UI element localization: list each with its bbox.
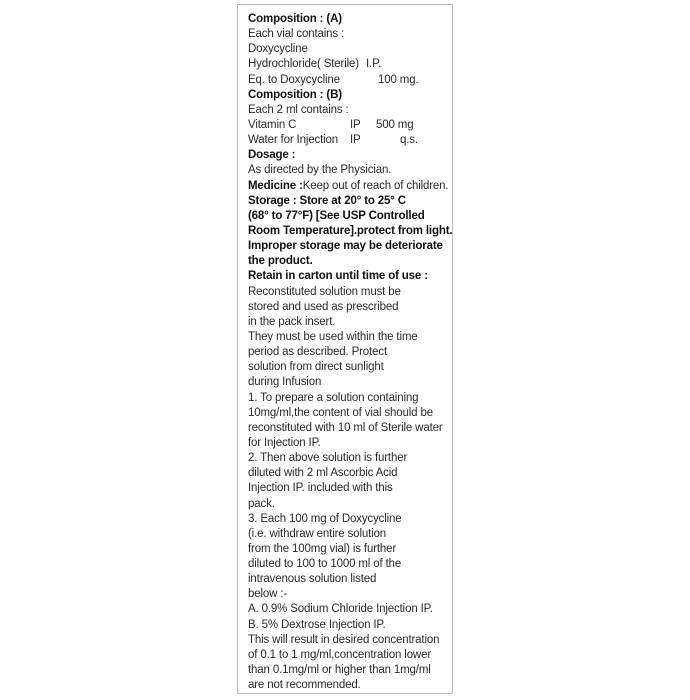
dosage-heading: Dosage :	[248, 149, 296, 162]
vitamin-c-name: Vitamin C	[248, 118, 297, 131]
equivalent-amount: 100 mg.	[378, 73, 419, 86]
retain-line: Reconstituted solution must be	[248, 285, 401, 298]
retain-lines	[248, 285, 453, 692]
retain-line: stored and used as prescribed	[248, 300, 399, 313]
storage-label: Storage	[248, 194, 290, 207]
retain-line: period as described. Protect	[248, 346, 387, 359]
water-row	[248, 133, 453, 148]
storage-text: : Store at 20° to 25° C	[289, 194, 406, 207]
retain-line: intravenous solution listed	[248, 573, 377, 586]
retain-line: below :-	[248, 588, 288, 601]
retain-line: (i.e. withdraw entire solution	[248, 527, 387, 540]
composition-a-line	[248, 73, 453, 88]
composition-b-line: Each 2 ml contains :	[248, 103, 349, 116]
retain-line: 2. Then above solution is further	[248, 452, 408, 465]
retain-line: They must be used within the time	[248, 330, 418, 343]
storage-line: the product.	[248, 255, 313, 268]
retain-line: than 0.1mg/ml or higher than 1mg/ml	[248, 664, 431, 677]
retain-line: This will result in desired concentration	[248, 633, 440, 646]
water-amount: q.s.	[400, 134, 418, 147]
retain-line: diluted with 2 ml Ascorbic Acid	[248, 467, 398, 480]
medicine-text: Keep out of reach of children.	[302, 179, 449, 192]
composition-a-heading: Composition : (A)	[248, 13, 342, 25]
retain-line: solution from direct sunlight	[248, 361, 384, 374]
vitamin-c-amount: 500 mg	[376, 118, 414, 131]
retain-line: of 0.1 to 1 mg/ml,concentration lower	[248, 648, 432, 661]
retain-line: 1. To prepare a solution containing	[248, 391, 419, 404]
retain-line: B. 5% Dextrose Injection IP.	[248, 618, 386, 631]
label-text	[248, 12, 453, 692]
water-name: Water for Injection	[248, 134, 339, 147]
hydrochloride-label: Hydrochloride( Sterile)	[248, 58, 359, 71]
storage-line: Improper storage may be deteriorate	[248, 240, 443, 253]
storage-line: Room Temperature].protect from light.	[248, 224, 453, 237]
retain-line: A. 0.9% Sodium Chloride Injection IP.	[248, 603, 433, 616]
retain-line: 3. Each 100 mg of Doxycycline	[248, 512, 402, 525]
retain-line: pack.	[248, 497, 275, 510]
retain-line: are not recommended.	[248, 679, 361, 692]
storage-row	[248, 194, 453, 209]
vitamin-c-ip: IP	[350, 118, 361, 131]
hydrochloride-ip: I.P.	[366, 58, 382, 71]
water-ip: IP	[350, 134, 361, 147]
retain-line: 10mg/ml,the content of vial should be	[248, 406, 433, 419]
equivalent-label: Eq. to Doxycycline	[248, 73, 340, 86]
medicine-label: Medicine :	[248, 179, 303, 192]
storage-line: (68° to 77°F) [See USP Controlled	[248, 209, 425, 222]
dosage-text: As directed by the Physician.	[248, 164, 392, 177]
retain-line: during Infusion	[248, 376, 322, 389]
medicine-row	[248, 179, 453, 194]
retain-line: reconstituted with 10 ml of Sterile water	[248, 421, 443, 434]
retain-line: diluted to 100 to 1000 ml of the	[248, 558, 402, 571]
composition-b-heading: Composition : (B)	[248, 88, 342, 101]
composition-a-line	[248, 57, 453, 72]
retain-heading: Retain in carton until time of use :	[248, 270, 428, 283]
retain-line: Injection IP. included with this	[248, 482, 393, 495]
retain-line: from the 100mg vial) is further	[248, 542, 397, 555]
composition-a-line: Each vial contains :	[248, 28, 345, 41]
retain-line: for Injection IP.	[248, 436, 321, 449]
vitamin-c-row	[248, 118, 453, 133]
composition-a-line: Doxycycline	[248, 43, 308, 56]
retain-line: in the pack insert.	[248, 315, 336, 328]
